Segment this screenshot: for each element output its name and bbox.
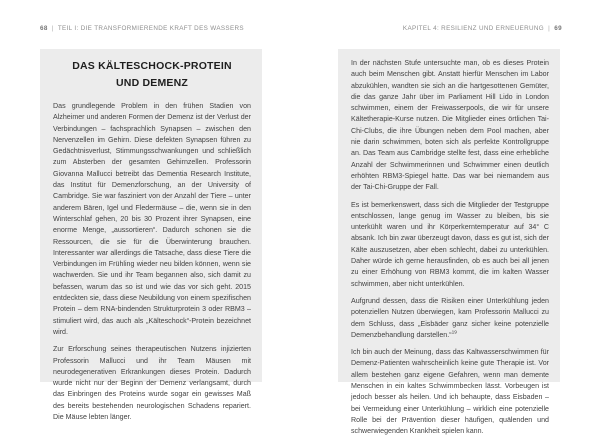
box-title: DAS KÄLTESCHOCK-PROTEIN UND DEMENZ [72, 60, 232, 89]
paragraph: Es ist bemerkenswert, dass sich die Mitglieder der Testgruppe entschlossen, lange genug im Wasser zu bleiben, bis sie unterkühlt waren und ihr Körperkerntemperatur auf 34° C absank. Ich bin zwar überzeugt davon, dass es gut ist, sich der Kälte auszusetzen, aber eben schlecht, dabei zu unterkühlen. Daher würde ich gerne herausfinden, ob es auch bei all jenen zu einer Erhöhung von RBM3 kommt, die im kalten Wasser schwimmen, aber nicht unterkühlen. [351, 200, 549, 288]
paragraph: Zur Erforschung seines therapeutischen Nutzens injizierten Professorin Mallucci und ihr Team Mäusen mit neurodegenerativen Erkrankungen dieses Protein. Dadurch wurde nicht nur der Beginn der Demenz verlangsamt, durch das Einbringen des Proteins wurde sogar ein gewisses Maß des bereits bestehenden neurologischen Schadens repariert. Die Mäuse lebten länger. [53, 345, 251, 422]
highlight-box-left [40, 49, 262, 422]
paragraph: Das grundlegende Problem in den frühen Stadien von Alzheimer und anderen Formen der Demenz ist der Verlust der Verbindungen – fachsprachlich Synapsen – zwischen den Nervenzellen im Gehirn. Diese defekten Synapsen führen zu Gedächtnisverlust, Stimmungsschwankungen und schließlich zum Absterben der gesamten Gehirnzellen. Professorin Giovanna Mallucci betreibt das Dementia Research Institute, das Institut für Demenzforschung, an der University of Cambridge. Sie war fasziniert von der Anzahl der Tiere – unter anderem Bären, Igel und Fledermäuse – die, wenn sie in den Winterschlaf gehen, 20 bis 30 Prozent ihrer Synapsen, eine enorme Menge, „aussortieren“. Dadurch schonen sie die Ressourcen, die sie für die Überwinterung brauchen. Interessanter war allerdings die Tatsache, dass diese Tiere die Verbindungen im Frühling wieder neu bilden können, wenn sie wachwerden. Sie und ihr Team begannen also, sich damit zu befassen, warum das so ist und wie das vor sich geht. 2015 entdeckten sie, dass diese Neubildung von einem spezifischen Protein – dem RNA-bindenden Strukturprotein 3 oder RBM3 – stimuliert wird, das auch als „Kälteschock“-Protein bezeichnet wird. [53, 102, 251, 336]
paragraph-with-footnote [351, 296, 549, 341]
header-separator-left: | [51, 25, 54, 32]
footnote-reference: 19 [451, 330, 457, 336]
page-number-right: 69 [554, 25, 562, 32]
running-header-right [403, 25, 562, 32]
running-title-right: KAPITEL 4: RESILIENZ UND ERNEUERUNG [402, 25, 545, 32]
running-title-left: TEIL I: DIE TRANSFORMIERENDE KRAFT DES WASSERS [57, 25, 244, 32]
running-header-left [40, 25, 244, 32]
paragraph-text: Aufgrund dessen, dass die Risiken einer Unterkühlung jeden potenziellen Nutzen überwiegen, kam Professorin Mallucci zu dem Schluss, dass „Eisbäder ganz sicher keine potenzielle Demenzbehandlung darstellen.“ [351, 296, 549, 339]
highlight-box-right [338, 49, 560, 436]
paragraph: In der nächsten Stufe untersuchte man, ob es dieses Protein auch beim Menschen gibt. Anstatt hierfür Menschen im Labor abzukühlen, wandten sie sich an die hartgesottenen Gemüter, die das ganze Jahr über im Parliament Hill Lido in London schwimmen, einem der Freiwasserpools, die wir für unsere Kältetherapie-Kurse nutzen. Die Mitglieder eines örtlichen Tai-Chi-Clubs, die ihre Übungen neben dem Pool machen, aber nie darin schwimmen, boten sich als perfekte Kontrollgruppe an. Das Team aus Cambridge stellte fest, dass eine erhebliche Anzahl der Schwimmerinnen und Schwimmer einen deutlich erhöhten RBM3-Spiegel hatte. Das war bei niemandem aus der Tai-Chi-Gruppe der Fall. [351, 59, 549, 192]
header-separator-right: | [548, 25, 551, 32]
paragraph: Ich bin auch der Meinung, dass das Kaltwasserschwimmen für Demenz-Patienten wahrscheinlich keine gute Therapie ist. Vor allem bestehen ganz eigene Gefahren, wenn man demente Menschen in ein kaltes Schwimmbecken lässt. Vorbeugen ist jedoch besser als heilen. Und ich behaupte, dass Eisbaden – bei Vermeidung einer Unterkühlung – wirklich eine potenzielle Rolle bei der Prävention dieser häufigen, quälenden und schwerwiegenden Krankheit spielen kann. [351, 348, 549, 436]
page-number-left: 68 [40, 25, 48, 32]
